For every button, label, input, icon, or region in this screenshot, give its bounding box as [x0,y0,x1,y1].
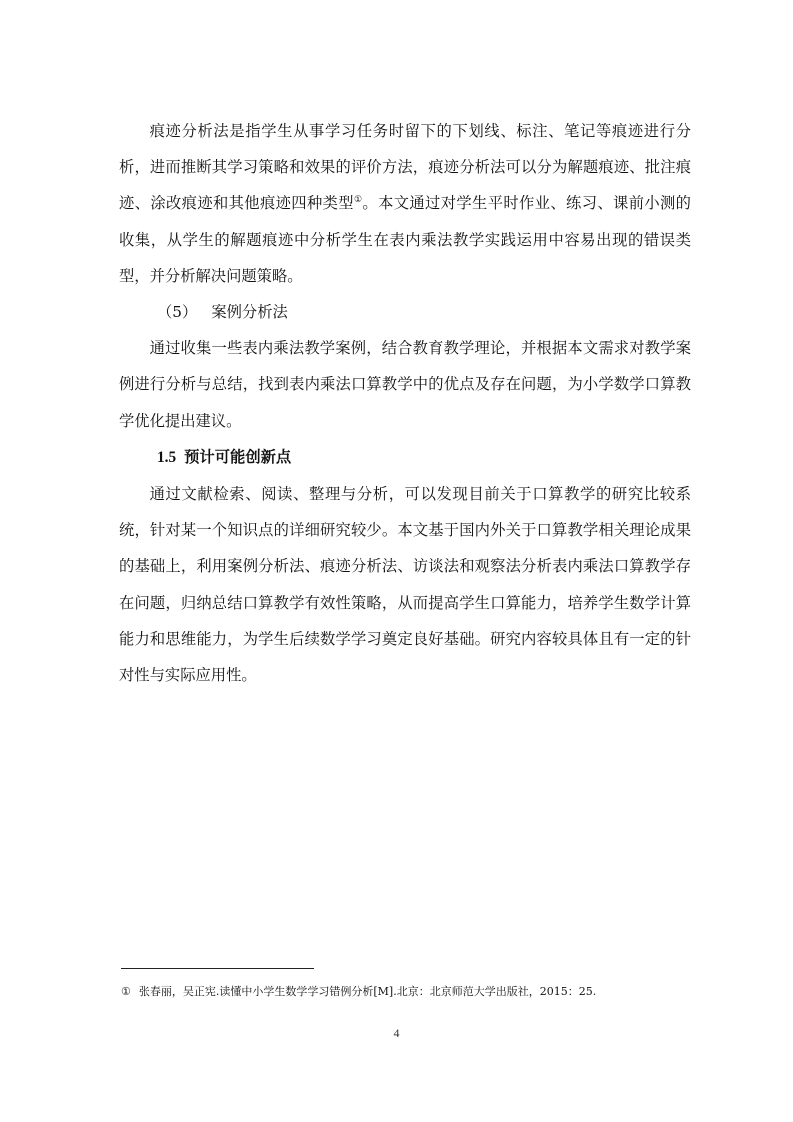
section-title: 预计可能创新点 [184,447,292,466]
paragraph-case-analysis: 通过收集一些表内乘法教学案例，结合教育教学理论，并根据本文需求对教学案例进行分析与总结，找到表内乘法口算教学中的优点及存在问题，为小学数学口算教学优化提出建议。 [119,339,691,430]
paragraph-innovation: 通过文献检索、阅读、整理与分析，可以发现目前关于口算教学的研究比较系统，针对某一个知识点的详细研究较少。本文基于国内外关于口算教学相关理论成果的基础上，利用案例分析法、痕迹分析法、访谈法和观察法分析表内乘法口算教学存在问题，归纳总结口算教学有效性策略，从而提高学生口算能力，培养学生数学计算能力和思维能力，为学生后续数学学习奠定良好基础。研究内容较具体且有一定的针对性与实际应用性。 [119,485,691,685]
subheading-text: 案例分析法 [211,303,288,322]
body-text [119,113,691,693]
footnote-text: 张春丽，吴正宪.读懂中小学生数学学习错例分析[M].北京：北京师范大学出版社，2015：25. [138,985,597,998]
subheading-case-analysis [119,294,691,330]
paragraph-text: 痕迹分析法是指学生从事学习任务时留下的下划线、标注、笔记等痕迹进行分析，进而推断其学习策略和效果的评价方法，痕迹分析法可以分为解题痕迹、批注痕迹、涂改痕迹和其他痕迹四种类型 [119,122,691,213]
footnote [121,984,701,1000]
paragraph-trace-analysis [119,113,691,294]
footnote-reference[interactable]: ① [353,195,363,206]
subheading-number: （5） [157,303,198,322]
section-number: 1.5 [157,448,177,466]
page-number: 4 [393,1026,400,1040]
footnote-divider [121,968,314,969]
paragraph-text: 。本文通过对学生平时作业、练习、课前小测的收集，从学生的解题痕迹中分析学生在表内乘法教学实践运用中容易出现的错误类型，并分析解决问题策略。 [119,194,691,285]
footnote-mark: ① [121,985,131,998]
section-heading [119,439,691,476]
